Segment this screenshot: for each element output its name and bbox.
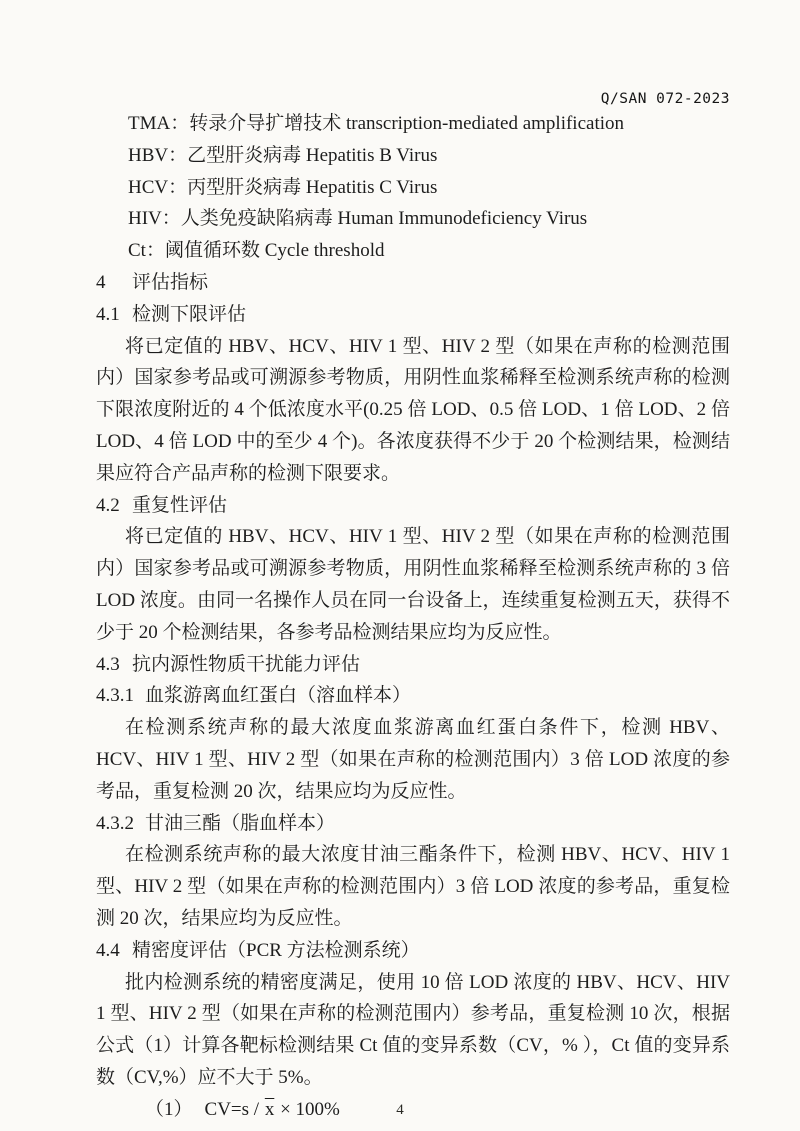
section-title: 血浆游离血红蛋白（溶血样本） <box>145 685 412 707</box>
page-number: 4 <box>396 1102 404 1118</box>
document-code: Q/SAN 072-2023 <box>600 91 730 107</box>
page-content <box>96 108 730 1126</box>
formula-number: （1） <box>145 1098 193 1120</box>
abbreviation-line-ct: Ct：阈值循环数 Cycle threshold <box>128 240 385 262</box>
section-heading-4-2 <box>96 490 730 522</box>
section-title: 检测下限评估 <box>132 303 247 325</box>
section-title: 精密度评估（PCR 方法检测系统） <box>132 939 420 961</box>
section-number: 4.2 <box>96 494 120 516</box>
abbreviation-line-hcv: HCV：丙型肝炎病毒 Hepatitis C Virus <box>128 176 438 198</box>
section-heading-4-3-1 <box>96 680 730 712</box>
section-number: 4.1 <box>96 303 120 325</box>
paragraph-4-2: 将已定值的 HBV、HCV、HIV 1 型、HIV 2 型（如果在声称的检测范围内）国家参考品或可溯源参考物质，用阴性血浆稀释至检测系统声称的 3 倍 LOD 浓度。由同一名操作人员在同一台设备上，连续重复检测五天，获得不少于 20 个检测结果，各参考品检测结果应均为反应性。 <box>96 526 730 643</box>
section-number: 4 <box>96 271 106 293</box>
section-number: 4.3.2 <box>96 812 134 834</box>
section-number: 4.4 <box>96 939 120 961</box>
paragraph-4-3-2: 在检测系统声称的最大浓度甘油三酯条件下，检测 HBV、HCV、HIV 1 型、HIV 2 型（如果在声称的检测范围内）3 倍 LOD 浓度的参考品，重复检测 20 次，结果应均为反应性。 <box>96 844 730 929</box>
section-heading-4-4 <box>96 935 730 967</box>
abbreviation-line-hbv: HBV：乙型肝炎病毒 Hepatitis B Virus <box>128 144 438 166</box>
paragraph-4-4: 批内检测系统的精密度满足，使用 10 倍 LOD 浓度的 HBV、HCV、HIV 1 型、HIV 2 型（如果在声称的检测范围内）参考品，重复检测 10 次，根据公式（1）计算各靶标检测结果 Ct 值的变异系数（CV，% ），Ct 值的变异系数（CV,%）应不大于 5%。 <box>96 971 730 1088</box>
paragraph-4-3-1: 在检测系统声称的最大浓度血浆游离血红蛋白条件下，检测 HBV、HCV、HIV 1 型、HIV 2 型（如果在声称的检测范围内）3 倍 LOD 浓度的参考品，重复检测 20 次，结果应均为反应性。 <box>96 717 730 802</box>
formula-lhs: CV=s / <box>204 1098 260 1120</box>
section-heading-4 <box>96 267 730 299</box>
section-title: 甘油三酯（脂血样本） <box>145 812 336 834</box>
formula-mean-symbol: $\overline{x}$ <box>264 1098 275 1120</box>
section-number: 4.3.1 <box>96 685 134 707</box>
section-title: 评估指标 <box>132 271 209 293</box>
section-heading-4-1 <box>96 299 730 331</box>
section-heading-4-3 <box>96 649 730 681</box>
formula-rhs: × 100% <box>280 1098 340 1120</box>
section-title: 重复性评估 <box>132 494 228 516</box>
paragraph-4-1: 将已定值的 HBV、HCV、HIV 1 型、HIV 2 型（如果在声称的检测范围内）国家参考品或可溯源参考物质，用阴性血浆稀释至检测系统声称的检测下限浓度附近的 4 个低浓度水平(0.25 倍 LOD、0.5 倍 LOD、1 倍 LOD、2 倍 LOD、4 倍 LOD 中的至少 4 个)。各浓度获得不少于 20 个检测结果，检测结果应符合产品声称的检测下限要求。 <box>96 335 730 484</box>
section-number: 4.3 <box>96 653 120 675</box>
abbreviation-list <box>96 108 730 267</box>
abbreviation-line-hiv: HIV：人类免疫缺陷病毒 Human Immunodeficiency Virus <box>128 208 588 230</box>
abbreviation-line-tma: TMA：转录介导扩增技术 transcription-mediated amplification <box>128 113 625 134</box>
section-heading-4-3-2 <box>96 808 730 840</box>
section-title: 抗内源性物质干扰能力评估 <box>132 653 361 675</box>
